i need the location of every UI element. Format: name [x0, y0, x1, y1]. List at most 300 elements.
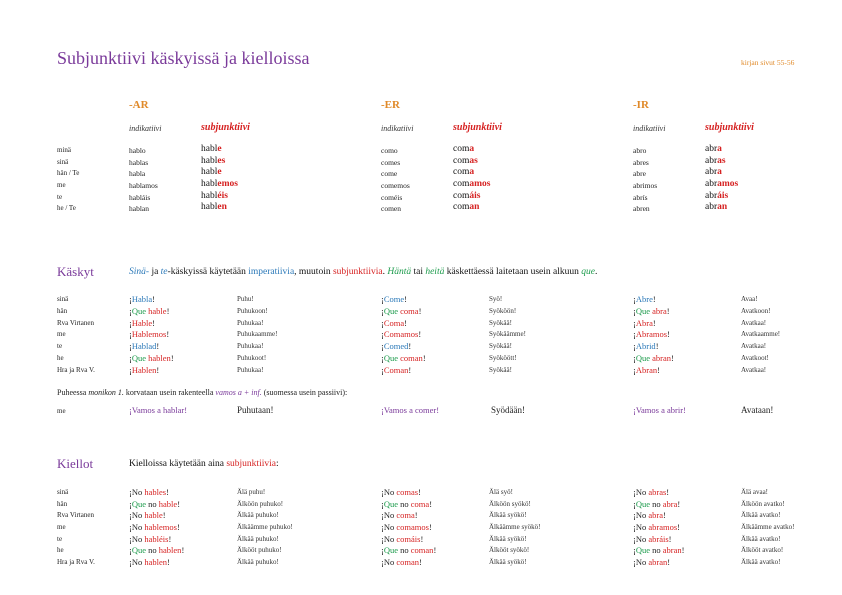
command-close: !: [666, 487, 670, 497]
ar-subjunctive: [201, 167, 222, 177]
command-close: !: [418, 329, 422, 340]
er-subjunctive: [453, 167, 474, 177]
ar-subjunctive-stem: habl: [201, 155, 218, 166]
command-que: Que: [383, 545, 401, 556]
command-open: ¡: [633, 317, 636, 328]
ir-subjunctive-ending: as: [717, 155, 726, 166]
command-no: No: [383, 510, 397, 521]
kiellot-pronoun: Rva Virtanen: [57, 511, 94, 520]
command-close: !: [657, 364, 660, 375]
conj-pronoun: he / Te: [57, 204, 76, 213]
command-open: ¡: [381, 545, 384, 556]
command-verb: Habla: [131, 294, 153, 304]
er-command: [381, 487, 421, 497]
command-no: No: [383, 487, 397, 497]
ir-indicative: abres: [633, 157, 649, 167]
command-open: ¡: [633, 294, 636, 304]
ar-subjunctive: [201, 179, 238, 189]
ar-subjunctive-ending: e: [217, 144, 222, 154]
ar-indicative: hablan: [129, 204, 149, 214]
kaskyt-pronoun: sinä: [57, 295, 69, 303]
command-verb: coman: [400, 352, 423, 363]
er-indicative: comemos: [381, 181, 410, 191]
command-verb: Comamos: [383, 329, 419, 340]
command-open: ¡: [381, 341, 384, 352]
command-verb: abráis: [648, 533, 669, 544]
er-subjunctive-stem: com: [453, 167, 470, 178]
conj-pronoun: minä: [57, 146, 71, 154]
ir-indicative: abro: [633, 146, 647, 155]
command-open: ¡: [381, 487, 384, 497]
ir-indicative: abrís: [633, 192, 648, 202]
ir-subjunctive-ending: amos: [717, 179, 739, 190]
page-reference: kirjan sivut 55-56: [741, 58, 795, 67]
kaskyt-intro-p7: subjunktiivia: [332, 267, 383, 277]
er-command: [381, 545, 436, 555]
command-close: !: [433, 545, 437, 556]
kaskyt-intro-p14: .: [594, 267, 598, 277]
command-verb: abras: [648, 487, 667, 497]
command-verb: Abra: [635, 317, 653, 328]
command-verb: hable: [144, 510, 163, 521]
ir-translation: Älä avaa!: [741, 488, 769, 496]
er-translation: Älkää syökö!: [489, 534, 527, 543]
kiellot-pronoun: me: [57, 523, 66, 532]
ir-subjunctive: [705, 202, 727, 212]
command-que: Que: [131, 498, 149, 509]
command-que: Que: [635, 305, 653, 316]
kaskyt-intro-p10: tai: [411, 267, 426, 277]
kaskyt-pronoun: he: [57, 353, 64, 362]
ar-subjunctive-stem: habl: [201, 190, 218, 201]
command-no: No: [635, 510, 649, 521]
kaskyt-intro-p3: te: [160, 267, 168, 277]
er-translation: Älkäämme syökö!: [489, 523, 541, 532]
command-close: !: [167, 557, 170, 568]
command-close: !: [404, 317, 407, 328]
ir-subjunctive-ending: a: [717, 167, 722, 178]
command-verb: coman: [396, 557, 420, 568]
ir-header: -IR: [633, 99, 649, 111]
kaskyt-intro-p12: käskettäessä laitetaan usein alkuun: [444, 267, 582, 277]
command-open: ¡: [633, 510, 636, 521]
ar-command: [129, 318, 155, 328]
ar-subjunctive: [201, 144, 222, 154]
command-no: no: [148, 545, 159, 556]
command-open: ¡: [129, 341, 132, 352]
command-close: !: [422, 352, 426, 363]
er-indicative: como: [381, 146, 398, 155]
conj-pronoun: hän / Te: [57, 169, 80, 178]
ar-subjunctive-stem: habl: [201, 179, 218, 190]
command-close: !: [170, 352, 174, 363]
ar-subjunctive-ending: es: [217, 155, 226, 166]
command-no: No: [383, 522, 397, 533]
command-close: !: [677, 522, 680, 533]
er-sub-label: subjunktiivi: [453, 122, 502, 133]
ir-subjunctive-ending: a: [717, 144, 722, 154]
command-close: !: [681, 545, 685, 556]
command-close: !: [168, 533, 172, 544]
command-open: ¡: [129, 545, 132, 556]
ir-command: [633, 510, 666, 520]
ir-translation: Älkäämme avatko!: [741, 523, 795, 532]
ar-translation: Puhukaamme!: [237, 330, 278, 339]
ir-subjunctive: [705, 191, 728, 201]
er-command: [381, 499, 432, 509]
command-open: ¡: [633, 522, 636, 533]
command-verb: hablemos: [144, 522, 177, 533]
command-open: ¡: [129, 317, 132, 328]
command-open: ¡: [381, 329, 384, 340]
kaskyt-intro-p13: que: [581, 267, 595, 277]
ir-ind-label: indikatiivi: [633, 124, 666, 133]
ir-command: [633, 557, 670, 567]
er-translation: Älkää syökö!: [489, 511, 527, 520]
er-translation: Syö!: [489, 295, 503, 303]
kiellot-heading: Kiellot: [57, 456, 94, 471]
vamos-ar: ¡Vamos a hablar!: [129, 405, 188, 415]
ir-translation: Avatkoot!: [741, 353, 769, 362]
ir-command: [633, 353, 674, 363]
command-close: !: [162, 510, 166, 521]
command-close: !: [652, 294, 656, 304]
command-open: ¡: [381, 533, 384, 544]
command-no: no: [148, 498, 159, 509]
command-verb: comamos: [396, 522, 429, 533]
ar-translation: Älkää puhuko!: [237, 534, 279, 543]
ar-header: -AR: [129, 99, 149, 111]
kiellot-intro-p2: subjunktiivia: [226, 459, 276, 469]
command-open: ¡: [129, 498, 132, 509]
command-close: !: [655, 341, 659, 352]
ir-sub-label: subjunktiivi: [705, 122, 754, 133]
command-open: ¡: [129, 352, 132, 363]
er-header: -ER: [381, 99, 400, 111]
kaskyt-heading: Käskyt: [57, 264, 94, 279]
command-open: ¡: [381, 364, 384, 375]
kaskyt-pronoun: te: [57, 342, 63, 351]
command-verb: hablen: [158, 545, 182, 556]
ir-indicative: abren: [633, 204, 650, 214]
ar-translation: Puhukaa!: [237, 318, 264, 327]
kaskyt-intro-p4: -käskyissä käytetään: [167, 267, 249, 277]
command-close: !: [429, 498, 433, 509]
er-command: [381, 353, 426, 363]
command-verb: abramos: [648, 522, 678, 533]
er-translation: Syököött!: [489, 353, 517, 362]
ar-command: [129, 487, 169, 497]
command-open: ¡: [633, 487, 636, 497]
command-verb: abran: [648, 557, 668, 568]
command-no: no: [652, 498, 663, 509]
ar-subjunctive-stem: habl: [201, 167, 218, 178]
command-close: !: [668, 533, 672, 544]
ar-subjunctive-ending: e: [217, 167, 222, 178]
command-open: ¡: [381, 498, 384, 509]
ar-subjunctive: [201, 156, 225, 166]
ar-command: [129, 557, 170, 567]
vamos-ar-translation: Puhutaan!: [237, 405, 274, 415]
ir-subjunctive-ending: an: [717, 202, 728, 213]
ir-subjunctive-stem: abr: [705, 179, 718, 190]
command-no: No: [131, 487, 145, 497]
command-open: ¡: [633, 533, 636, 544]
kiellot-pronoun: Hra ja Rva V.: [57, 558, 95, 567]
command-verb: abra: [662, 498, 678, 509]
command-open: ¡: [633, 545, 636, 556]
ir-subjunctive-stem: abr: [705, 202, 718, 213]
ir-translation: Älkää avatko!: [741, 534, 781, 543]
vamos-ir-translation: Avataan!: [741, 405, 774, 415]
command-verb: Hablen: [131, 364, 157, 375]
command-open: ¡: [129, 557, 132, 568]
command-close: !: [677, 498, 681, 509]
ar-command: [129, 341, 159, 351]
ar-command: [129, 365, 159, 375]
kaskyt-intro-p11: heitä: [425, 267, 445, 277]
ir-translation: Avatkoon!: [741, 306, 771, 315]
kaskyt-intro-p9: Häntä: [387, 267, 412, 277]
command-close: !: [404, 294, 407, 304]
ir-subjunctive: [705, 156, 726, 166]
ir-subjunctive: [705, 167, 722, 177]
command-close: !: [408, 341, 412, 352]
er-command: [381, 318, 407, 328]
ir-command: [633, 341, 659, 351]
command-close: !: [166, 305, 170, 316]
er-subjunctive-stem: com: [453, 144, 470, 154]
kaskyt-intro-p1: Sinä-: [129, 267, 150, 277]
ir-subjunctive-stem: abr: [705, 155, 718, 166]
ir-subjunctive-ending: áis: [717, 190, 729, 201]
er-indicative: come: [381, 169, 398, 179]
command-no: No: [635, 557, 649, 568]
command-close: !: [428, 522, 432, 533]
ar-command: [129, 329, 169, 339]
ar-translation: Älkää puhuko!: [237, 511, 279, 520]
ir-command: [633, 499, 680, 509]
vamos-er: ¡Vamos a comer!: [381, 405, 440, 415]
ar-subjunctive: [201, 191, 228, 201]
ar-indicative: hablas: [129, 157, 149, 167]
command-no: no: [400, 545, 411, 556]
command-close: !: [667, 557, 671, 568]
ir-command: [633, 522, 680, 532]
command-open: ¡: [633, 498, 636, 509]
command-verb: Hablad: [131, 341, 157, 352]
er-command: [381, 557, 422, 567]
kaskyt-intro: [129, 267, 597, 277]
er-subjunctive-ending: a: [469, 144, 475, 154]
command-close: !: [671, 352, 674, 363]
command-close: !: [176, 522, 180, 533]
command-verb: Hable: [131, 317, 153, 328]
command-open: ¡: [381, 510, 384, 521]
command-verb: hablen: [144, 557, 168, 568]
er-subjunctive-stem: com: [453, 155, 470, 166]
er-subjunctive-ending: a: [469, 167, 475, 178]
ar-translation: Älä puhu!: [237, 488, 266, 496]
ir-translation: Avatkaamme!: [741, 330, 781, 339]
ar-subjunctive-ending: éis: [217, 190, 228, 201]
conj-pronoun: te: [57, 192, 63, 201]
kaskyt-intro-p8: .: [382, 267, 388, 277]
vamos-er-translation: Syödään!: [491, 405, 525, 415]
ar-command: [129, 522, 180, 532]
command-open: ¡: [129, 329, 132, 340]
er-ind-label: indikatiivi: [381, 124, 414, 133]
ir-translation: Avatkaa!: [741, 342, 767, 351]
ar-indicative: hablamos: [129, 181, 158, 191]
command-close: !: [408, 364, 412, 375]
command-que: Que: [635, 498, 653, 509]
command-open: ¡: [381, 522, 384, 533]
command-no: No: [131, 557, 145, 568]
ir-translation: Avatkaa!: [741, 318, 767, 327]
er-subjunctive: [453, 179, 490, 189]
ir-command: [633, 294, 656, 304]
er-subjunctive-ending: as: [469, 155, 478, 166]
command-verb: Come: [383, 294, 405, 304]
command-no: no: [400, 498, 411, 509]
command-close: !: [177, 498, 181, 509]
er-indicative: coméis: [381, 192, 403, 202]
command-no: No: [131, 533, 145, 544]
ar-indicative: habla: [129, 169, 146, 179]
vamos-note-p3: korvataan usein rakenteella: [123, 388, 216, 397]
kiellot-intro-p1: Kielloissa käytetään aina: [129, 459, 227, 469]
command-close: !: [156, 341, 160, 352]
er-translation: Älköön syökö!: [489, 499, 531, 508]
ar-sub-label: subjunktiivi: [201, 122, 250, 133]
command-verb: hablen: [148, 352, 171, 363]
er-translation: Syököön!: [489, 306, 517, 315]
command-verb: abran: [662, 545, 682, 556]
command-open: ¡: [381, 557, 384, 568]
command-no: No: [635, 522, 649, 533]
ar-command: [129, 306, 169, 316]
command-close: !: [420, 533, 424, 544]
command-open: ¡: [633, 341, 636, 352]
kaskyt-intro-p6: , muutoin: [294, 267, 333, 277]
ir-command: [633, 365, 660, 375]
er-subjunctive-ending: áis: [469, 190, 481, 201]
ir-indicative: abrimos: [633, 181, 658, 191]
er-translation: Syökää!: [489, 342, 512, 351]
command-close: !: [418, 487, 421, 497]
ar-translation: Älkööt puhuko!: [237, 546, 282, 555]
kiellot-pronoun: sinä: [57, 488, 69, 496]
ar-command: [129, 294, 155, 304]
command-verb: Coma: [383, 317, 405, 328]
ar-command: [129, 534, 171, 544]
command-open: ¡: [381, 305, 384, 316]
command-verb: Abre: [635, 294, 653, 304]
kaskyt-pronoun: me: [57, 330, 66, 339]
command-que: Que: [131, 352, 149, 363]
ir-translation: Avatkaa!: [741, 365, 767, 374]
kaskyt-intro-p2: ja: [149, 267, 161, 277]
command-verb: comas: [396, 487, 419, 497]
command-no: no: [652, 545, 663, 556]
er-subjunctive: [453, 202, 479, 212]
ar-translation: Puhu!: [237, 295, 254, 303]
command-verb: hable: [158, 498, 178, 509]
ir-command: [633, 329, 670, 339]
er-command: [381, 329, 421, 339]
command-close: !: [166, 487, 169, 497]
er-command: [381, 306, 421, 316]
kiellot-pronoun: hän: [57, 499, 68, 508]
command-que: Que: [383, 305, 401, 316]
ar-command: [129, 499, 180, 509]
command-que: Que: [635, 352, 653, 363]
er-indicative: comes: [381, 157, 401, 167]
er-translation: Syökää!: [489, 365, 512, 374]
ar-command: [129, 353, 174, 363]
command-verb: habléis: [144, 533, 169, 544]
er-command: [381, 294, 407, 304]
ir-translation: Älköön avatko!: [741, 499, 785, 508]
ir-command: [633, 487, 669, 497]
vamos-ir: ¡Vamos a abrir!: [633, 405, 686, 415]
command-open: ¡: [129, 294, 132, 304]
command-verb: hable: [148, 305, 167, 316]
er-translation: Syökää!: [489, 318, 512, 327]
kiellot-intro-p3: :: [275, 459, 279, 469]
command-verb: coman: [410, 545, 434, 556]
ar-subjunctive: [201, 202, 227, 212]
ar-translation: Puhukoon!: [237, 306, 268, 315]
command-verb: abra: [652, 305, 667, 316]
command-open: ¡: [633, 305, 636, 316]
command-open: ¡: [633, 364, 636, 375]
command-open: ¡: [129, 533, 132, 544]
er-subjunctive: [453, 191, 480, 201]
ir-subjunctive: [705, 179, 738, 189]
command-no: No: [383, 533, 397, 544]
ir-indicative: abre: [633, 169, 646, 179]
ar-translation: Puhukoot!: [237, 353, 267, 362]
command-no: No: [131, 510, 145, 521]
kaskyt-pronoun: Rva Virtanen: [57, 318, 94, 327]
command-no: No: [131, 522, 145, 533]
command-close: !: [181, 545, 185, 556]
er-translation: Älä syö!: [489, 488, 513, 496]
ar-indicative: hablo: [129, 146, 146, 155]
command-open: ¡: [129, 364, 132, 375]
ar-subjunctive-ending: emos: [217, 179, 238, 190]
er-command: [381, 522, 432, 532]
command-que: Que: [383, 352, 401, 363]
kaskyt-pronoun: hän: [57, 306, 68, 315]
ar-subjunctive-stem: habl: [201, 202, 218, 213]
kaskyt-intro-p5: imperatiivia: [248, 267, 295, 277]
ar-indicative: habláis: [129, 192, 151, 202]
conj-pronoun: sinä: [57, 157, 69, 166]
er-command: [381, 510, 418, 520]
command-open: ¡: [633, 557, 636, 568]
command-open: ¡: [129, 487, 132, 497]
command-que: Que: [635, 545, 653, 556]
er-subjunctive-stem: com: [453, 179, 470, 190]
er-translation: Syökäämme!: [489, 330, 526, 339]
vamos-pronoun: me: [57, 407, 66, 415]
vamos-note-p5: (suomessa usein passiivi):: [261, 388, 348, 397]
ir-command: [633, 534, 672, 544]
page-title: Subjunktiivi käskyissä ja kielloissa: [57, 48, 310, 68]
